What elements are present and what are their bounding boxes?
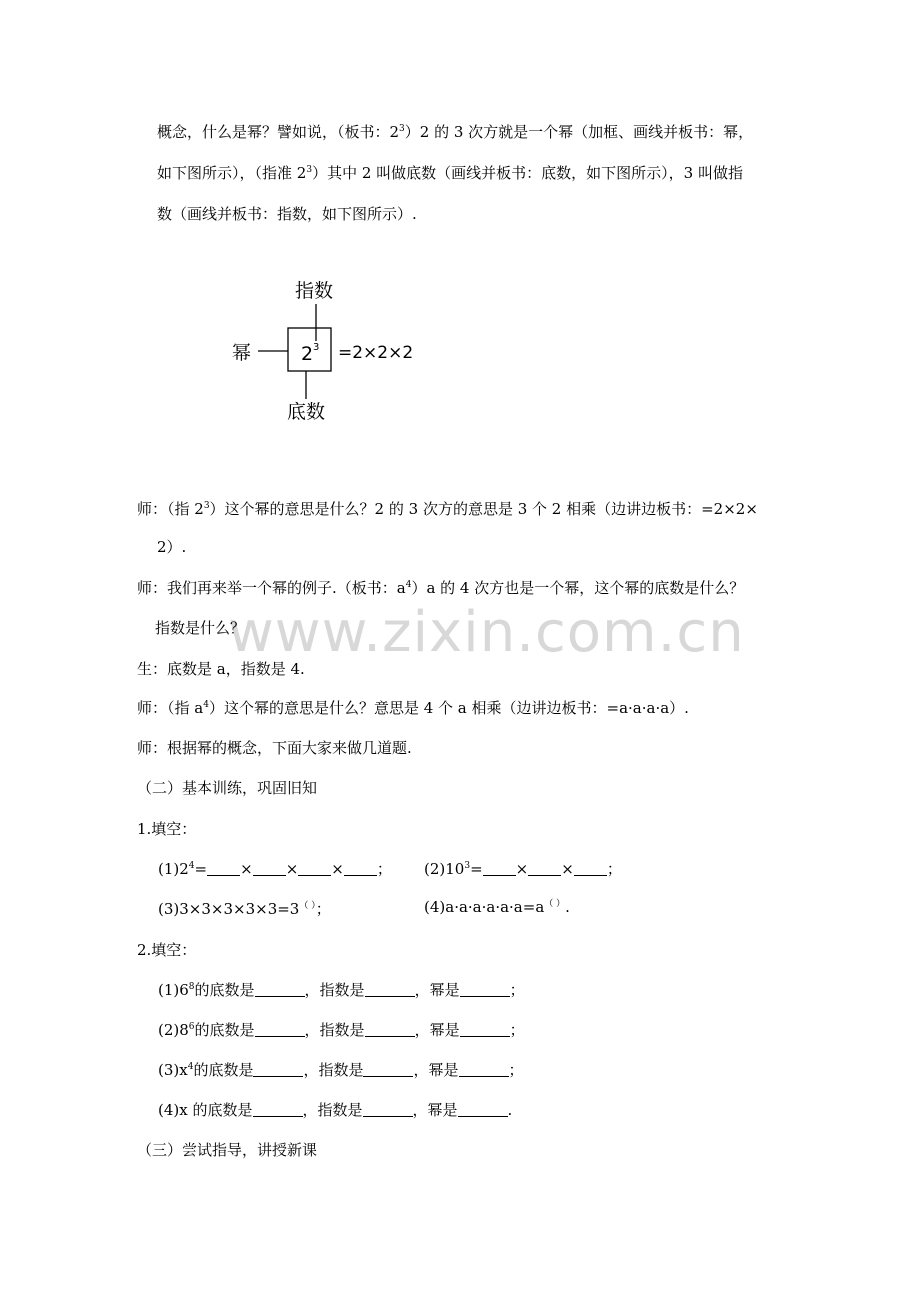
base-label: 底数 <box>287 401 326 423</box>
q2-item-1: $(1)6^8$的底数是 ，指数是 ，幂是 ； <box>158 981 525 999</box>
blank <box>483 861 516 876</box>
section-2-heading: （二）基本训练，巩固旧知 <box>137 779 318 797</box>
dialogue-line-5: 师：根据幂的概念，下面大家来做几道题. <box>137 739 412 757</box>
blank <box>365 1022 415 1037</box>
blank <box>253 1102 303 1117</box>
expansion-equation: =2×2×2 <box>338 343 414 363</box>
blank <box>574 861 607 876</box>
box-exponent: 3 <box>313 342 320 353</box>
exponent-label: 指数 <box>295 280 334 302</box>
blank <box>255 1022 305 1037</box>
power-label: 幂 <box>232 342 252 364</box>
q2-item-2: $(2)8^6$的底数是 ，指数是 ，幂是 ； <box>158 1021 525 1039</box>
section-3-heading: （三）尝试指导，讲授新课 <box>137 1141 318 1159</box>
watermark: www.zixin.com.cn <box>228 600 745 665</box>
blank <box>207 861 240 876</box>
q2-item-4: (4)x 的底数是 ，指数是 ，幂是 . <box>158 1101 513 1119</box>
q1-title: 1.填空： <box>137 820 197 838</box>
blank <box>255 982 305 997</box>
blank <box>459 1062 509 1077</box>
q1-item-1: $(1)2^4=$ × × × ； <box>158 860 392 878</box>
blank <box>528 861 561 876</box>
box-base: 2 <box>301 343 314 365</box>
blank <box>253 1062 303 1077</box>
intro-line-2: 如下图所示），（指准 $2^3$）其中 2 叫做底数（画线并板书：底数，如下图所示），3 叫做指 <box>157 164 743 182</box>
blank <box>365 982 415 997</box>
q1-item-3: (3)3×3×3×3×3=3（ ）； <box>158 900 331 918</box>
blank <box>363 1102 413 1117</box>
intro-line-1: 概念，什么是幂？譬如说，（板书：$2^3)2$ 的 3 次方就是一个幂（加框、画线并板书：幂， <box>157 123 754 141</box>
dialogue-line-1-cont: 2）. <box>157 538 187 556</box>
blank <box>460 1022 510 1037</box>
blank <box>363 1062 413 1077</box>
dialogue-line-1: 师：（指 $2^3$）这个幂的意思是什么？2 的 3 次方的意思是 3 个 2 相乘（边讲边板书：=2×2× <box>137 500 758 518</box>
dialogue-line-2-cont: 指数是什么？ <box>155 619 246 637</box>
dialogue-line-4: 师：（指 $a^4$）这个幂的意思是什么？意思是 4 个 a 相乘（边讲边板书：=a·a·a·a）. <box>137 699 689 717</box>
q2-item-3: $(3)x^4$的底数是 ，指数是 ，幂是 ； <box>158 1061 524 1079</box>
power-diagram <box>0 0 920 450</box>
blank <box>253 861 286 876</box>
intro-line-3: 数（画线并板书：指数，如下图所示）. <box>157 205 417 223</box>
dialogue-line-3: 生：底数是 a，指数是 4. <box>137 660 305 678</box>
blank <box>298 861 331 876</box>
q1-item-4: (4)a·a·a·a·a·a=a（ ）. <box>424 898 570 916</box>
q1-item-2: $(2)10^3=$ × × ； <box>424 860 622 878</box>
dialogue-line-2: 师：我们再来举一个幂的例子.（板书：$a^4)a$ 的 4 次方也是一个幂，这个幂的底数是什么？ <box>137 579 745 597</box>
blank <box>460 982 510 997</box>
blank <box>458 1102 508 1117</box>
q2-title: 2.填空： <box>137 941 197 959</box>
blank <box>344 861 377 876</box>
